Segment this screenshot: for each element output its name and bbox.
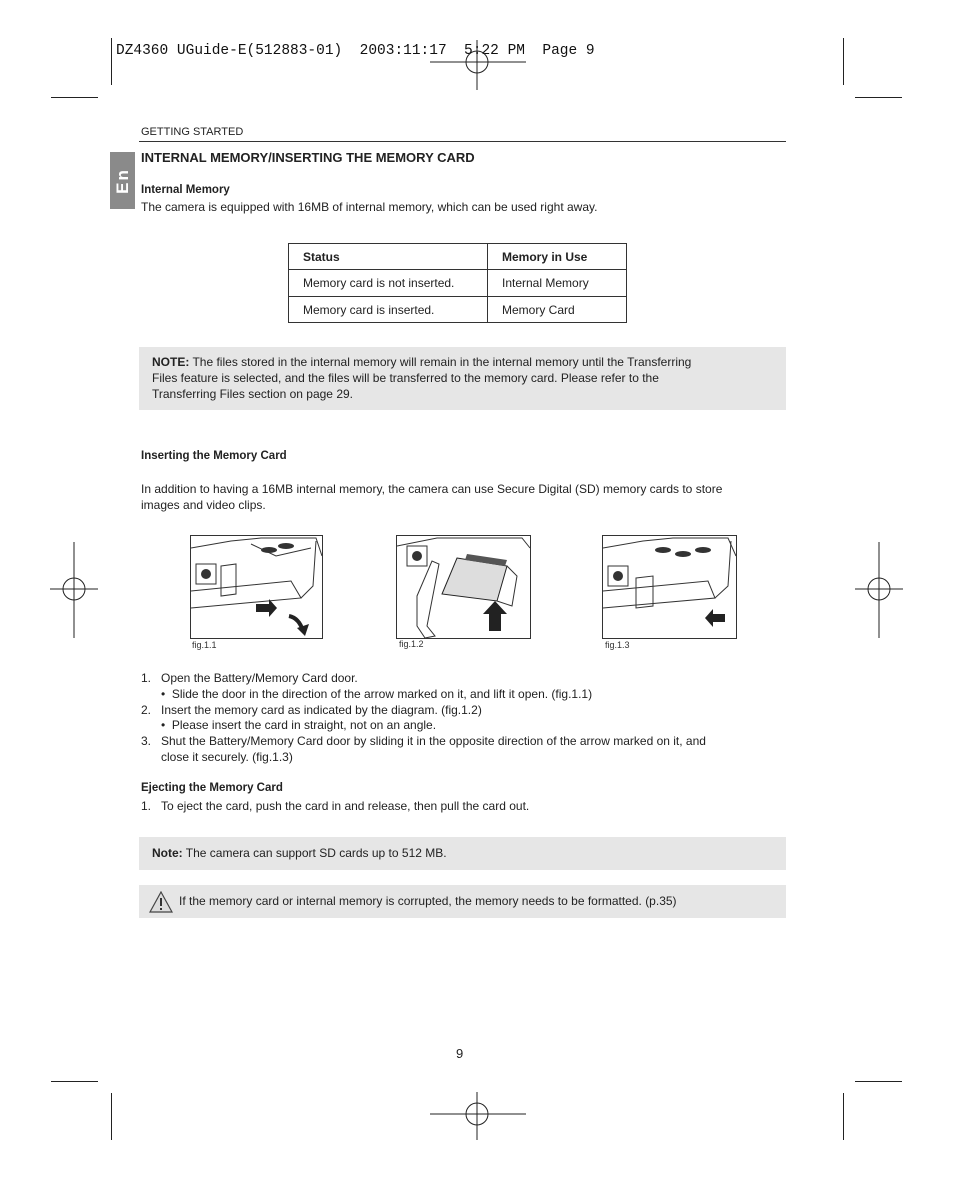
note-sd-support: Note: The camera can support SD cards up to 512 MB. bbox=[139, 837, 786, 870]
list-item: close it securely. (fig.1.3) bbox=[161, 749, 293, 764]
figure-caption: fig.1.3 bbox=[605, 640, 630, 650]
table-cell: Internal Memory bbox=[488, 270, 627, 297]
internal-memory-text: The camera is equipped with 16MB of internal memory, which can be used right away. bbox=[141, 200, 598, 214]
inserting-text: In addition to having a 16MB internal memory, the camera can use Secure Digital (SD) memory cards to store images and video clips. bbox=[141, 482, 723, 512]
registration-mark-top bbox=[430, 40, 526, 90]
insert-steps-list bbox=[141, 671, 706, 766]
list-item: 3. Shut the Battery/Memory Card door by sliding it in the opposite direction of the arrow marked on it, and bbox=[141, 734, 706, 749]
figure-1-1 bbox=[190, 535, 323, 639]
list-item: 1. Open the Battery/Memory Card door. bbox=[141, 671, 358, 685]
section-rule bbox=[139, 141, 786, 142]
language-tab: En bbox=[110, 152, 135, 209]
inserting-heading: Inserting the Memory Card bbox=[141, 450, 287, 462]
figure-caption: fig.1.2 bbox=[399, 639, 424, 649]
figure-caption: fig.1.1 bbox=[192, 640, 217, 650]
table-row bbox=[289, 297, 627, 323]
table-header-status: Status bbox=[289, 244, 488, 270]
list-item: • Slide the door in the direction of the arrow marked on it, and lift it open. (fig.1.1) bbox=[161, 686, 593, 701]
table-header-row bbox=[289, 244, 627, 270]
ejecting-step: 1. To eject the card, push the card in and release, then pull the card out. bbox=[141, 799, 530, 813]
note-label: NOTE: bbox=[152, 355, 190, 369]
internal-memory-heading: Internal Memory bbox=[141, 184, 230, 196]
figure-1-2 bbox=[396, 535, 531, 639]
table-cell: Memory card is not inserted. bbox=[289, 270, 488, 297]
warning-text: If the memory card or internal memory is corrupted, the memory needs to be formatted. (p.35) bbox=[179, 894, 677, 908]
page-number: 9 bbox=[456, 1046, 464, 1061]
table-header-memory: Memory in Use bbox=[488, 244, 627, 270]
table-row bbox=[289, 270, 627, 297]
warning-box bbox=[139, 885, 786, 918]
registration-mark-right bbox=[855, 542, 903, 638]
section-label: GETTING STARTED bbox=[141, 126, 244, 138]
warning-triangle-icon bbox=[149, 891, 173, 913]
page-title: INTERNAL MEMORY/INSERTING THE MEMORY CARD bbox=[141, 150, 475, 165]
registration-mark-left bbox=[50, 542, 98, 638]
ejecting-heading: Ejecting the Memory Card bbox=[141, 782, 283, 794]
table-cell: Memory Card bbox=[488, 297, 627, 323]
list-item: 2. Insert the memory card as indicated by the diagram. (fig.1.2) bbox=[141, 702, 482, 717]
note-internal-memory: NOTE: The files stored in the internal memory will remain in the internal memory until the Transferring Files feature is selected, and the files will be transferred to the memory card. Please refer to the Transferring Files section on page 29. bbox=[139, 347, 786, 410]
memory-status-table bbox=[288, 243, 627, 323]
registration-mark-bottom bbox=[430, 1092, 526, 1142]
table-cell: Memory card is inserted. bbox=[289, 297, 488, 323]
list-item: • Please insert the card in straight, not on an angle. bbox=[161, 718, 437, 733]
print-header: DZ4360 UGuide-E(512883-01) 2003:11:17 5:22 PM Page 9 bbox=[116, 43, 595, 59]
figure-1-3 bbox=[602, 535, 737, 639]
note-label: Note: bbox=[152, 846, 183, 860]
